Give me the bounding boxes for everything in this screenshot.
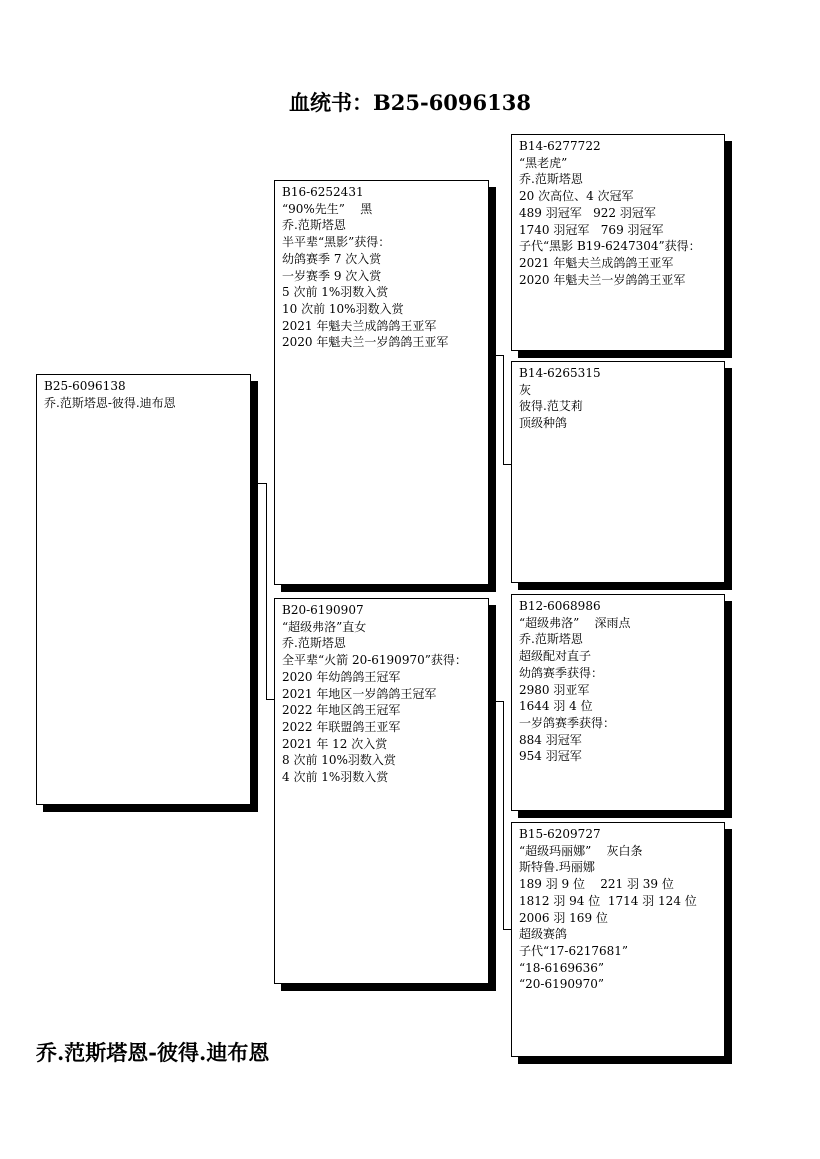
sire-dam-box bbox=[511, 361, 725, 583]
box-line: 4 次前 1%羽数入赏 bbox=[282, 770, 389, 785]
box-line: 一岁赛季 9 次入赏 bbox=[282, 268, 382, 283]
dam-sire-box bbox=[511, 594, 725, 811]
box-line: 1740 羽冠军 769 羽冠军 bbox=[519, 222, 664, 237]
box-line: 顶级种鸽 bbox=[519, 416, 568, 431]
box-line: “20-6190970” bbox=[519, 977, 605, 992]
connector-line bbox=[251, 483, 266, 484]
box-line: 半平辈“黑影”获得： bbox=[282, 235, 391, 250]
box-line: 20 次高位、4 次冠军 bbox=[519, 189, 634, 204]
box-line: 5 次前 1%羽数入赏 bbox=[282, 285, 389, 300]
box-line: 10 次前 10%羽数入赏 bbox=[282, 301, 404, 316]
box-line: 954 羽冠军 bbox=[519, 749, 582, 764]
box-line: 1644 羽 4 位 bbox=[519, 699, 593, 714]
box-line: 8 次前 10%羽数入赏 bbox=[282, 753, 396, 768]
ring-number: B14-6277722 bbox=[519, 139, 601, 153]
box-line: 2980 羽亚军 bbox=[519, 682, 590, 697]
box-line: 2021 年魁夫兰成鸽鸽王亚军 bbox=[519, 255, 674, 270]
box-line: 斯特鲁.玛丽娜 bbox=[519, 860, 595, 875]
box-line: 884 羽冠军 bbox=[519, 732, 582, 747]
sire-box bbox=[274, 180, 489, 585]
box-line: 489 羽冠军 922 羽冠军 bbox=[519, 205, 656, 220]
box-line: 子代“17-6217681” bbox=[519, 943, 629, 958]
box-line: 乔.范斯塔恩 bbox=[282, 218, 346, 233]
box-line: 2022 年地区鸽王冠军 bbox=[282, 703, 401, 718]
connector-line bbox=[266, 483, 267, 699]
box-line: 乔.范斯塔恩 bbox=[282, 636, 346, 651]
box-line: “黑老虎” bbox=[519, 155, 568, 170]
pedigree-title: 血统书：B25-6096138 bbox=[289, 90, 531, 115]
box-line: 1812 羽 94 位 1714 羽 124 位 bbox=[519, 893, 697, 908]
box-line: 乔.范斯塔恩 bbox=[519, 632, 583, 647]
ring-number: B12-6068986 bbox=[519, 599, 601, 613]
breeder-name: 乔.范斯塔恩-彼得.迪布恩 bbox=[44, 395, 176, 410]
box-line: 超级赛鸽 bbox=[519, 927, 568, 942]
ring-number: B20-6190907 bbox=[282, 603, 364, 617]
connector-line bbox=[503, 464, 511, 465]
box-line: 2021 年地区一岁鸽鸽王冠军 bbox=[282, 686, 437, 701]
box-line: 幼鸽赛季获得： bbox=[519, 665, 604, 680]
box-line: “超级弗洛”直女 bbox=[282, 619, 367, 634]
box-line: 2006 羽 169 位 bbox=[519, 910, 608, 925]
box-line: 彼得.范艾莉 bbox=[519, 399, 583, 414]
box-line: 2021 年 12 次入赏 bbox=[282, 736, 388, 751]
box-line: 幼鸽赛季 7 次入赏 bbox=[282, 251, 382, 266]
dam-dam-box bbox=[511, 822, 725, 1057]
box-line: 2022 年联盟鸽王亚军 bbox=[282, 719, 401, 734]
ring-number: B15-6209727 bbox=[519, 827, 601, 841]
box-line: 189 羽 9 位 221 羽 39 位 bbox=[519, 877, 674, 892]
connector-line bbox=[489, 355, 503, 356]
dam-box bbox=[274, 598, 489, 984]
connector-line bbox=[503, 701, 504, 929]
connector-line bbox=[266, 699, 274, 700]
ring-number: B16-6252431 bbox=[282, 185, 364, 199]
box-line: 灰 bbox=[519, 382, 532, 397]
box-line: 一岁鸽赛季获得： bbox=[519, 715, 616, 730]
box-line: 乔.范斯塔恩 bbox=[519, 172, 583, 187]
sire-sire-box bbox=[511, 134, 725, 351]
ring-number: B25-6096138 bbox=[44, 379, 126, 393]
footer-breeder-name: 乔.范斯塔恩-彼得.迪布恩 bbox=[36, 1040, 270, 1065]
connector-line bbox=[503, 929, 511, 930]
connector-line bbox=[503, 355, 504, 464]
box-line: “90%先生” 黑 bbox=[282, 201, 373, 216]
subject-box bbox=[36, 374, 251, 805]
box-line: 全平辈“火箭 20-6190970”获得： bbox=[282, 653, 467, 668]
box-line: “18-6169636” bbox=[519, 960, 605, 975]
box-line: “超级弗洛” 深雨点 bbox=[519, 615, 631, 630]
box-line: 2020 年魁夫兰一岁鸽鸽王亚军 bbox=[282, 335, 449, 350]
ring-number: B14-6265315 bbox=[519, 366, 601, 380]
box-line: 子代“黑影 B19-6247304”获得： bbox=[519, 239, 701, 254]
box-line: 2020 年幼鸽鸽王冠军 bbox=[282, 669, 401, 684]
box-line: “超级玛丽娜” 灰白条 bbox=[519, 843, 643, 858]
box-line: 超级配对直子 bbox=[519, 649, 592, 664]
box-line: 2021 年魁夫兰成鸽鸽王亚军 bbox=[282, 318, 437, 333]
connector-line bbox=[489, 701, 503, 702]
box-line: 2020 年魁夫兰一岁鸽鸽王亚军 bbox=[519, 272, 686, 287]
